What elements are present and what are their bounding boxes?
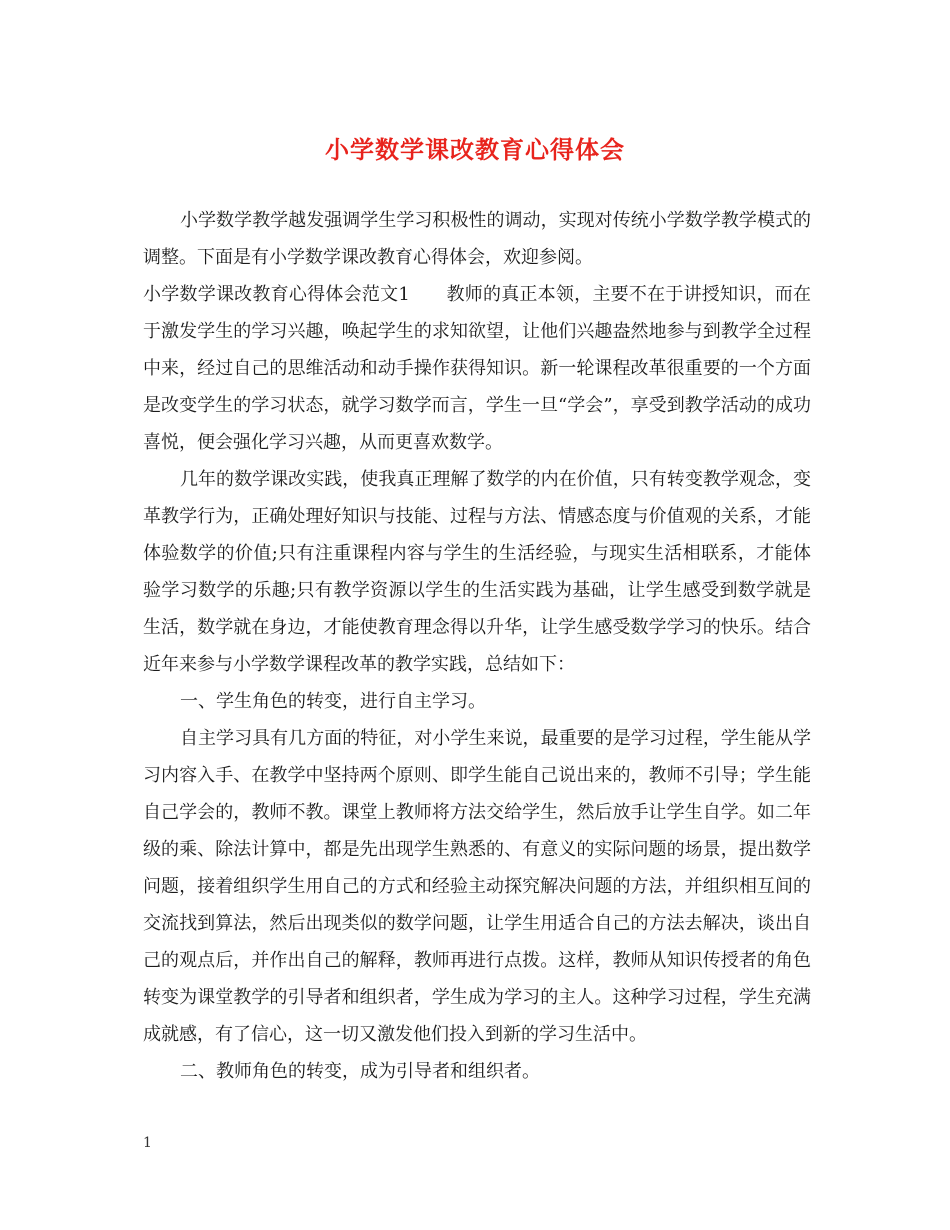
- paragraph-practice: 几年的数学课改实践，使我真正理解了数学的内在价值，只有转变教学观念，变革教学行为，正确处理好知识与技能、过程与方法、情感态度与价值观的关系，才能体验数学的价值;只有注重课程内容与学生的生活经验，与现实生活相联系，才能体验学习数学的乐趣;只有教学资源以学生的生活实践为基础，让学生感受到数学就是生活，数学就在身边，才能使教育理念得以升华，让学生感受数学学习的快乐。结合近年来参与小学数学课程改革的教学实践，总结如下：: [143, 469, 811, 675]
- section-heading-2: 二、教师角色的转变，成为引导者和组织者。: [180, 1061, 540, 1082]
- page-number: 1: [143, 1135, 152, 1151]
- intro-paragraph: 小学数学教学越发强调学生学习积极性的调动，实现对传统小学数学教学模式的调整。下面是有小学数学课改教育心得体会，欢迎参阅。: [143, 210, 811, 268]
- paragraph-self-study: 自主学习具有几方面的特征，对小学生来说，最重要的是学习过程，学生能从学习内容入手、在教学中坚持两个原则、即学生能自己说出来的，教师不引导；学生能自己学会的，教师不教。课堂上教师将方法交给学生，然后放手让学生自学。如二年级的乘、除法计算中，都是先出现学生熟悉的、有意义的实际问题的场景，提出数学问题，接着组织学生用自己的方式和经验主动探究解决问题的方法，并组织相互间的交流找到算法，然后出现类似的数学问题，让学生用适合自己的方法去解决，谈出自己的观点后，并作出自己的解释，教师再进行点拨。这样，教师从知识传授者的角色转变为课堂教学的引导者和组织者，学生成为学习的主人。这种学习过程，学生充满成就感，有了信心，这一切又激发他们投入到新的学习生活中。: [143, 728, 811, 1045]
- document-title: 小学数学课改教育心得体会: [325, 135, 625, 164]
- section-heading-1: 一、学生角色的转变，进行自主学习。: [180, 691, 486, 712]
- document-body: [143, 202, 811, 1090]
- paragraph-example-1: 小学数学课改教育心得体会范文1 教师的真正本领，主要不在于讲授知识，而在于激发学生的学习兴趣，唤起学生的求知欲望，让他们兴趣盎然地参与到教学全过程中来，经过自己的思维活动和动手操作获得知识。新一轮课程改革很重要的一个方面是改变学生的学习状态，就学习数学而言，学生一旦“学会”，享受到教学活动的成功喜悦，便会强化学习兴趣，从而更喜欢数学。: [143, 284, 811, 453]
